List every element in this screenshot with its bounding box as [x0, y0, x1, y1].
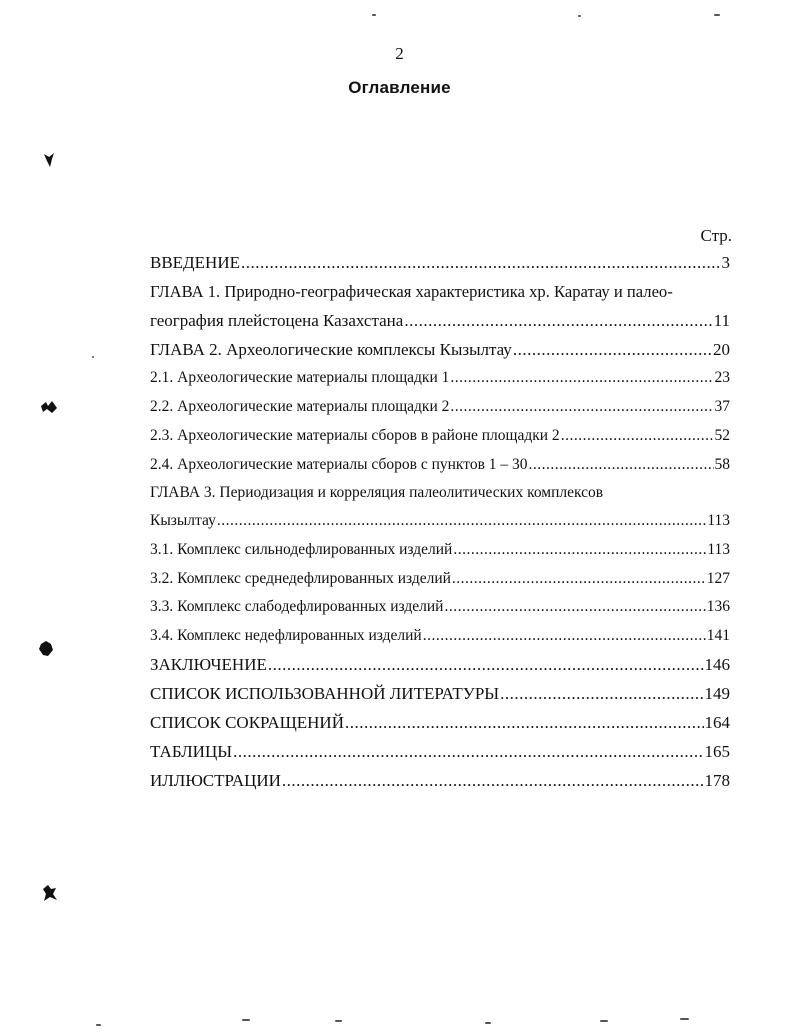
- toc-entry-label: 2.3. Археологические материалы сборов в районе площадки 2: [150, 427, 560, 444]
- toc-leader-dots: [404, 311, 712, 331]
- toc-leader-dots: [500, 684, 703, 704]
- toc-entry-page: 136: [706, 598, 730, 615]
- toc-entry-3-2[interactable]: [150, 570, 730, 594]
- toc-entry-conclusion[interactable]: [150, 655, 730, 679]
- toc-entry-references[interactable]: [150, 684, 730, 708]
- toc-entry-2-3[interactable]: [150, 427, 730, 451]
- toc-entry-page: 52: [714, 427, 730, 444]
- toc-entry-label: 2.1. Археологические материалы площадки 1: [150, 369, 450, 386]
- scan-speck: [714, 14, 720, 16]
- toc-entry-page: 113: [707, 512, 730, 529]
- toc-leader-dots: [450, 369, 713, 387]
- scan-speck: [96, 1024, 101, 1026]
- toc-entry-label: 2.2. Археологические материалы площадки 2: [150, 398, 450, 415]
- toc-leader-dots: [529, 456, 714, 474]
- toc-entry-intro[interactable]: [150, 253, 730, 277]
- binding-hole-mark-icon: [40, 400, 54, 414]
- binding-hole-mark-icon: [42, 152, 56, 166]
- toc-entry-page: 149: [704, 684, 730, 703]
- toc-entry-label: ЗАКЛЮЧЕНИЕ: [150, 655, 267, 674]
- toc-entry-page: 20: [713, 340, 730, 359]
- toc-entry-ch2[interactable]: [150, 340, 730, 364]
- toc-entry-label: СПИСОК СОКРАЩЕНИЙ: [150, 713, 344, 732]
- toc-entry-page: 113: [707, 541, 730, 558]
- toc-entry-2-4[interactable]: [150, 456, 730, 480]
- toc-leader-dots: [233, 742, 703, 762]
- toc-leader-dots: [513, 340, 712, 360]
- toc-entry-label: 3.3. Комплекс слабодефлированных изделий: [150, 598, 444, 615]
- toc-entry-page: 165: [704, 742, 730, 761]
- toc-leader-dots: [444, 598, 705, 616]
- toc-entry-label: 3.2. Комплекс среднедефлированных изделий: [150, 570, 451, 587]
- page-number: 2: [395, 44, 404, 63]
- toc-leader-dots: [345, 713, 704, 733]
- toc-entry-label: ВВЕДЕНИЕ: [150, 253, 240, 272]
- toc-entry-abbreviations[interactable]: [150, 713, 730, 737]
- page-column-header: Стр.: [700, 226, 732, 245]
- scan-speck: [680, 1018, 689, 1020]
- toc-entry-3-1[interactable]: [150, 541, 730, 565]
- toc-entry-label: Кызылтау: [150, 512, 216, 529]
- toc-entry-3-3[interactable]: [150, 598, 730, 622]
- scan-speck: [578, 15, 581, 17]
- toc-entry-label: география плейстоцена Казахстана: [150, 311, 404, 330]
- scan-speck: [335, 1020, 342, 1022]
- toc-entry-page: 141: [706, 627, 730, 644]
- scan-speck: [485, 1022, 491, 1024]
- toc-entry-page: 3: [721, 253, 730, 272]
- scan-speck: [600, 1020, 608, 1022]
- toc-leader-dots: [268, 655, 704, 675]
- toc-leader-dots: [450, 398, 713, 416]
- toc-entry-page: 37: [714, 398, 730, 415]
- scan-speck: [372, 14, 376, 16]
- toc-entry-2-1[interactable]: [150, 369, 730, 393]
- scan-speck: [242, 1019, 250, 1021]
- toc-leader-dots: [423, 627, 706, 645]
- toc-leader-dots: [453, 541, 706, 559]
- toc-entry-ch1[interactable]: [150, 311, 730, 335]
- toc-leader-dots: [217, 512, 706, 530]
- page-title: Оглавление: [348, 78, 451, 97]
- toc-leader-dots: [561, 427, 714, 445]
- toc-leader-dots: [282, 771, 704, 791]
- binding-hole-mark-icon: [42, 884, 56, 898]
- toc-entry-ch3-line1[interactable]: ГЛАВА 3. Периодизация и корреляция палеолитических комплексов: [150, 484, 604, 501]
- toc-entry-ch3[interactable]: [150, 512, 730, 536]
- toc-entry-page: 146: [704, 655, 730, 674]
- toc-entry-page: 58: [714, 456, 730, 473]
- toc-entry-label: 2.4. Археологические материалы сборов с пунктов 1 – 30: [150, 456, 528, 473]
- toc-entry-label: СПИСОК ИСПОЛЬЗОВАННОЙ ЛИТЕРАТУРЫ: [150, 684, 500, 703]
- toc-entry-label: ГЛАВА 2. Археологические комплексы Кызылтау: [150, 340, 512, 359]
- toc-leader-dots: [452, 570, 706, 588]
- toc-entry-3-4[interactable]: [150, 627, 730, 651]
- toc-entry-label: ИЛЛЮСТРАЦИИ: [150, 771, 281, 790]
- scan-speck: [92, 356, 94, 358]
- toc-entry-page: 23: [714, 369, 730, 386]
- toc-entry-label: 3.4. Комплекс недефлированных изделий: [150, 627, 422, 644]
- toc-entry-page: 127: [706, 570, 730, 587]
- toc-entry-page: 11: [713, 311, 730, 330]
- toc-entry-label: 3.1. Комплекс сильнодефлированных изделий: [150, 541, 453, 558]
- toc-entry-2-2[interactable]: [150, 398, 730, 422]
- toc-entry-label: ТАБЛИЦЫ: [150, 742, 233, 761]
- toc-entry-page: 178: [704, 771, 730, 790]
- binding-hole-mark-icon: [38, 640, 52, 654]
- toc-entry-illustrations[interactable]: [150, 771, 730, 795]
- toc-entry-page: 164: [704, 713, 730, 732]
- toc-leader-dots: [241, 253, 721, 273]
- toc-entry-tables[interactable]: [150, 742, 730, 766]
- toc-entry-ch1-line1[interactable]: ГЛАВА 1. Природно-географическая характеристика хр. Каратау и палео-: [150, 282, 673, 301]
